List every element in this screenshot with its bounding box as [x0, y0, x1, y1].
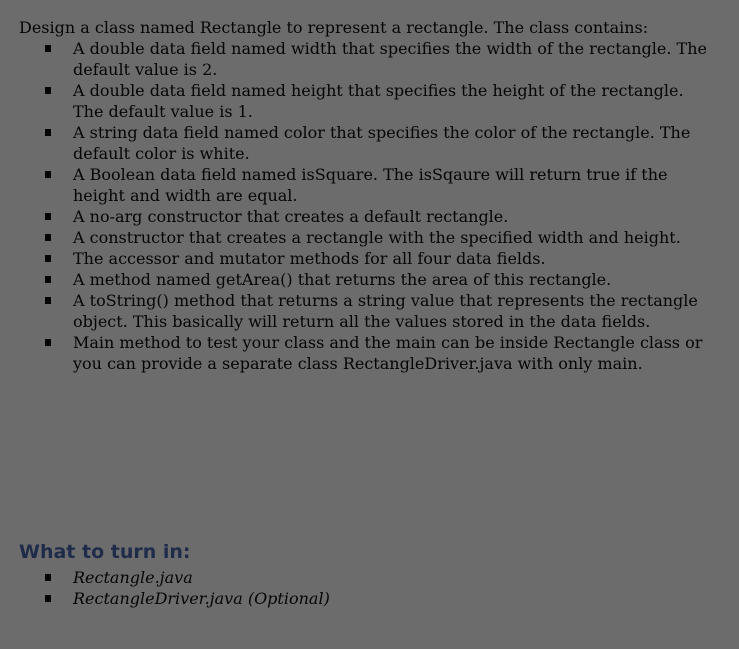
turn-in-list — [0, 567, 739, 609]
list-item — [0, 588, 739, 609]
square-bullet-icon — [45, 45, 51, 52]
list-item — [0, 290, 739, 332]
list-item-text: A toString() method that returns a string value that represents the rectangle — [73, 291, 698, 310]
square-bullet-icon — [45, 129, 51, 136]
requirements-list — [0, 38, 739, 374]
list-item-text: A string data field named color that specifies the color of the rectangle. The — [73, 123, 691, 142]
list-item-text: default color is white. — [73, 144, 250, 163]
list-item — [0, 227, 739, 248]
list-item — [0, 269, 739, 290]
list-item — [0, 248, 739, 269]
square-bullet-icon — [45, 276, 51, 283]
square-bullet-icon — [45, 171, 51, 178]
list-item — [0, 122, 739, 164]
list-item-text: A no-arg constructor that creates a default rectangle. — [73, 207, 509, 226]
list-item-text: A Boolean data field named isSquare. The isSqaure will return true if the — [73, 165, 668, 184]
square-bullet-icon — [45, 234, 51, 241]
square-bullet-icon — [45, 87, 51, 94]
list-item — [0, 164, 739, 206]
list-item-text: A constructor that creates a rectangle with the specified width and height. — [73, 228, 681, 247]
intro-paragraph: Design a class named Rectangle to represent a rectangle. The class contains: — [19, 18, 649, 37]
list-item-text: Main method to test your class and the main can be inside Rectangle class or — [73, 333, 703, 352]
list-item-text: default value is 2. — [73, 60, 218, 79]
list-item-text: A double data field named width that specifies the width of the rectangle. The — [73, 39, 707, 58]
list-item — [0, 206, 739, 227]
list-item-text: A double data field named height that specifies the height of the rectangle. — [73, 81, 684, 100]
list-item — [0, 567, 739, 588]
list-item-text: The default value is 1. — [73, 102, 253, 121]
list-item-text: The accessor and mutator methods for all four data fields. — [73, 249, 546, 268]
list-item-text: RectangleDriver.java (Optional) — [73, 589, 330, 608]
list-item-text: object. This basically will return all the values stored in the data fields. — [73, 312, 651, 331]
square-bullet-icon — [45, 339, 51, 346]
square-bullet-icon — [45, 213, 51, 220]
list-item — [0, 38, 739, 80]
turn-in-heading: What to turn in: — [19, 541, 191, 563]
square-bullet-icon — [45, 297, 51, 304]
square-bullet-icon — [45, 255, 51, 262]
list-item-text: you can provide a separate class RectangleDriver.java with only main. — [73, 354, 643, 373]
list-item-text: A method named getArea() that returns the area of this rectangle. — [73, 270, 612, 289]
list-item-text: Rectangle.java — [73, 568, 193, 587]
list-item-text: height and width are equal. — [73, 186, 298, 205]
square-bullet-icon — [45, 574, 51, 581]
list-item — [0, 80, 739, 122]
list-item — [0, 332, 739, 374]
square-bullet-icon — [45, 595, 51, 602]
